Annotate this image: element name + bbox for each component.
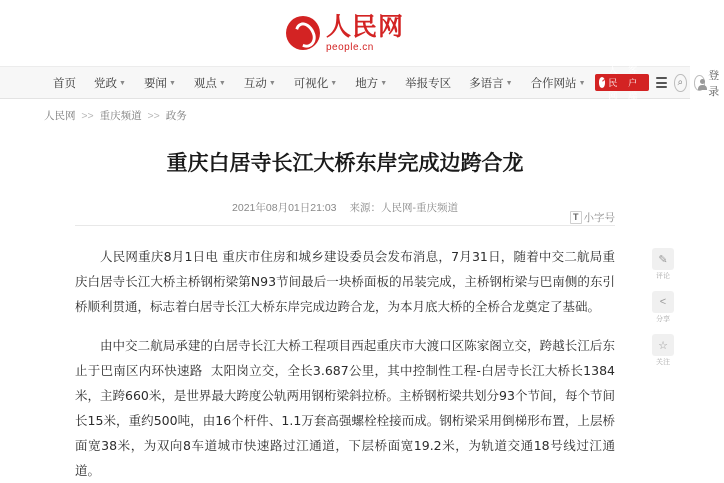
breadcrumb-item-chongqing[interactable]: 重庆频道 — [99, 110, 142, 122]
app-download-badge[interactable] — [595, 65, 649, 101]
nav-label: 地方 — [355, 77, 379, 90]
share-rail — [650, 248, 676, 367]
nav-label: 举报专区 — [405, 77, 452, 90]
font-size-control[interactable] — [570, 210, 615, 225]
article-meta — [75, 200, 615, 215]
nav-item-party[interactable] — [85, 75, 135, 91]
nav-label: 观点 — [193, 77, 217, 90]
nav-item-languages[interactable] — [460, 75, 521, 91]
nav-label: 要闻 — [143, 77, 167, 90]
source-label: 来源： — [349, 202, 381, 215]
share-icon: < — [652, 291, 674, 313]
chevron-down-icon: ▼ — [380, 79, 388, 87]
article-container — [0, 149, 690, 483]
nav-label: 合作网站 — [530, 77, 577, 90]
nav-right-group — [595, 67, 724, 99]
nav-item-opinion[interactable] — [185, 75, 235, 91]
nav-item-partner-sites[interactable] — [522, 75, 595, 91]
breadcrumb-separator: >> — [81, 110, 94, 122]
logo-title-en: people.cn — [325, 41, 374, 53]
nav-label: 互动 — [243, 77, 267, 90]
article-paragraph: 人民网重庆8月1日电 重庆市住房和城乡建设委员会发布消息，7月31日，随着中交二航局重庆白居寺长江大桥主桥钢桁梁第N93节间最后一块桥面板的吊装完成，主桥钢桁梁与巴南侧的东引桥顺利贯通，标志着白居寺长江大桥东岸完成边跨合龙，为本月底大桥的全桥合龙奠定了基础。 — [75, 249, 615, 315]
follow-button[interactable] — [651, 334, 675, 367]
breadcrumb-item-government[interactable]: 政务 — [165, 110, 187, 122]
site-logo[interactable] — [286, 11, 404, 53]
breadcrumb-item-people[interactable]: 人民网 — [44, 110, 76, 122]
chevron-down-icon: ▼ — [119, 79, 126, 87]
comment-label: 评论 — [656, 273, 670, 280]
chevron-down-icon: ▼ — [578, 79, 586, 87]
chevron-down-icon: ▼ — [505, 79, 513, 87]
main-navigation — [0, 65, 720, 101]
logo-text — [325, 11, 404, 53]
page-title: 重庆白居寺长江大桥东岸完成边跨合龙 — [166, 151, 524, 175]
nav-item-report-zone[interactable] — [396, 75, 460, 91]
hamburger-menu-icon[interactable] — [656, 74, 667, 91]
article-source — [349, 202, 458, 214]
collect-icon: ☆ — [652, 334, 674, 356]
logo-title-cn: 人民网 — [325, 11, 404, 41]
people-mini-logo-icon — [599, 77, 606, 88]
chevron-down-icon: ▼ — [330, 79, 338, 87]
chevron-down-icon: ▼ — [268, 79, 276, 87]
font-size-label: 小字号 — [583, 212, 615, 225]
people-logo-icon — [286, 16, 320, 50]
breadcrumb — [0, 99, 690, 127]
nav-item-interaction[interactable] — [235, 75, 285, 91]
login-button[interactable] — [694, 67, 724, 99]
search-icon[interactable]: ⌕ — [674, 74, 686, 92]
chevron-down-icon: ▼ — [168, 79, 176, 87]
nav-item-headlines[interactable] — [135, 75, 185, 91]
meta-divider — [75, 212, 615, 226]
nav-label: 多语言 — [469, 77, 504, 90]
nav-label: 首页 — [53, 77, 76, 90]
user-avatar-icon — [694, 75, 706, 91]
article-paragraph: 由中交二航局承建的白居寺长江大桥工程项目西起重庆市大渡口区陈家阁立交，跨越长江后东止于巴南区内环快速路 太阳岗立交，全长3.687公里，其中控制性工程-白居寺长江大桥长1384米，主跨660米，是世界最大跨度公轨两用钢桁梁斜拉桥。主桥钢桁梁共划分93个节间，每个节间长15米，重约500吨，由16个杆件、1.1万套高强螺栓栓接而成。钢桁梁采用倒梯形布置，上层桥面宽38米，为双向8车道城市快速路过江通道，下层桥面宽19.2米，为轨道交通18号线过江通道。 — [75, 338, 615, 479]
comment-icon: ✎ — [652, 248, 674, 270]
share-label: 分享 — [656, 316, 670, 323]
page-scrollbar[interactable] — [685, 0, 690, 417]
breadcrumb-separator: >> — [147, 110, 160, 122]
nav-label: 可视化 — [293, 77, 329, 90]
follow-label: 关注 — [656, 359, 670, 366]
publish-date: 2021年08月01日21:03 — [232, 202, 337, 215]
site-header — [0, 0, 690, 66]
text-size-icon: T — [570, 211, 582, 224]
chevron-down-icon: ▼ — [218, 79, 226, 87]
nav-item-home[interactable] — [44, 75, 85, 91]
source-link[interactable]: 人民网-重庆频道 — [380, 202, 458, 215]
nav-item-local[interactable] — [346, 75, 396, 91]
app-badge-label: 客户端 — [628, 65, 638, 101]
nav-item-visualization[interactable] — [285, 75, 346, 91]
login-label: 登录 — [708, 69, 720, 98]
share-button[interactable] — [651, 291, 675, 324]
app-badge-brand: 人民网 — [608, 65, 618, 101]
comment-button[interactable] — [651, 248, 675, 281]
nav-label: 党政 — [94, 77, 117, 90]
article-inner — [75, 149, 615, 483]
